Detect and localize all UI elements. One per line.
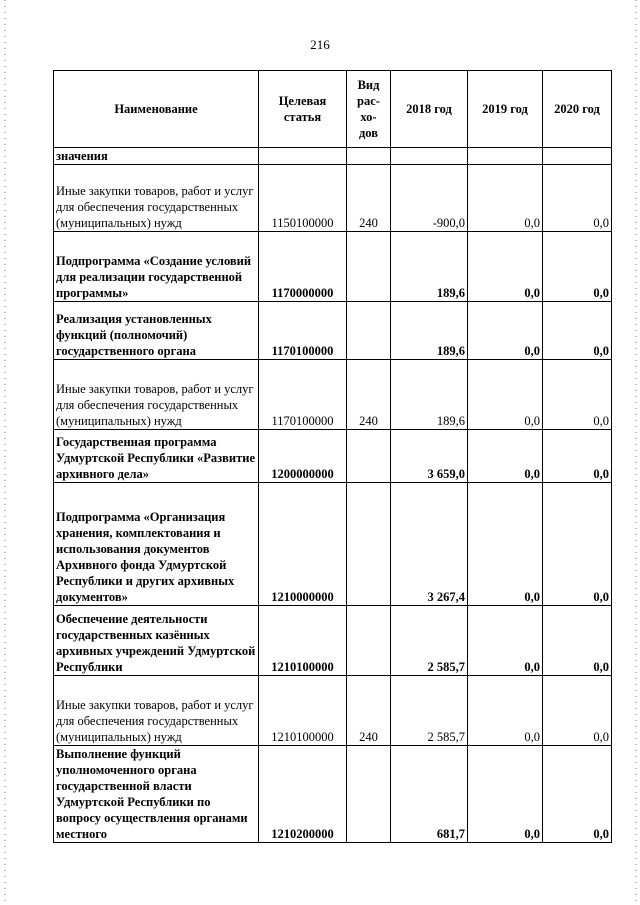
row-2020: 0,0 [543,430,612,483]
row-code: 1210100000 [259,676,347,746]
row-2019: 0,0 [468,232,543,302]
row-2018: 681,7 [391,746,468,843]
row-2020: 0,0 [543,165,612,232]
row-2019: 0,0 [468,430,543,483]
table-row [54,606,612,676]
row-2019: 0,0 [468,606,543,676]
row-name: Иные закупки товаров, работ и услуг для обеспечения государственных (муниципальных) нужд [54,165,259,232]
row-2020: 0,0 [543,302,612,360]
row-2019 [468,148,543,165]
row-2018: -900,0 [391,165,468,232]
row-code: 1170100000 [259,360,347,430]
row-code: 1170000000 [259,232,347,302]
row-code: 1150100000 [259,165,347,232]
row-vid [347,746,391,843]
row-2018: 2 585,7 [391,676,468,746]
row-vid [347,148,391,165]
table-row [54,302,612,360]
header-2019: 2019 год [468,71,543,148]
table-row [54,148,612,165]
row-name: Подпрограмма «Организация хранения, комплектования и использования документов Архивного фонда Удмуртской Республики и других архивных документов» [54,483,259,606]
left-edge-dots [4,0,6,905]
row-code: 1210000000 [259,483,347,606]
row-vid: 240 [347,360,391,430]
row-code: 1210100000 [259,606,347,676]
header-row [54,71,612,148]
row-vid [347,606,391,676]
row-2018: 3 659,0 [391,430,468,483]
row-2019: 0,0 [468,676,543,746]
row-2020: 0,0 [543,232,612,302]
row-vid [347,302,391,360]
header-name: Наименование [54,71,259,148]
row-code: 1210200000 [259,746,347,843]
header-vid: Вид рас-хо-дов [347,71,391,148]
row-2019: 0,0 [468,360,543,430]
row-2019: 0,0 [468,746,543,843]
header-code: Целевая статья [259,71,347,148]
table-row [54,483,612,606]
row-name: Реализация установленных функций (полномочий) государственного органа [54,302,259,360]
row-2019: 0,0 [468,165,543,232]
table-row [54,360,612,430]
row-2018 [391,148,468,165]
row-2020: 0,0 [543,746,612,843]
row-2020: 0,0 [543,360,612,430]
table-row [54,232,612,302]
row-2020: 0,0 [543,606,612,676]
row-vid [347,483,391,606]
row-name: Подпрограмма «Создание условий для реализации государственной программы» [54,232,259,302]
row-2018: 2 585,7 [391,606,468,676]
table-row [54,165,612,232]
row-vid [347,232,391,302]
row-name: значения [54,148,259,165]
row-name: Иные закупки товаров, работ и услуг для обеспечения государственных (муниципальных) нужд [54,360,259,430]
table-row [54,430,612,483]
table-row [54,746,612,843]
row-name: Обеспечение деятельности государственных казённых архивных учреждений Удмуртской Республики [54,606,259,676]
row-2020: 0,0 [543,676,612,746]
row-2020: 0,0 [543,483,612,606]
row-code: 1170100000 [259,302,347,360]
row-code: 1200000000 [259,430,347,483]
budget-table [53,70,612,843]
row-2018: 3 267,4 [391,483,468,606]
row-2018: 189,6 [391,360,468,430]
row-name: Государственная программа Удмуртской Республики «Развитие архивного дела» [54,430,259,483]
row-code [259,148,347,165]
row-name: Выполнение функций уполномоченного органа государственной власти Удмуртской Республики по вопросу осуществления органами местного [54,746,259,843]
row-vid: 240 [347,676,391,746]
row-vid [347,430,391,483]
row-name: Иные закупки товаров, работ и услуг для обеспечения государственных (муниципальных) нужд [54,676,259,746]
row-2018: 189,6 [391,302,468,360]
row-2019: 0,0 [468,483,543,606]
row-2019: 0,0 [468,302,543,360]
table-row [54,676,612,746]
header-2018: 2018 год [391,71,468,148]
header-2020: 2020 год [543,71,612,148]
row-2020 [543,148,612,165]
row-2018: 189,6 [391,232,468,302]
right-edge-dots [635,0,637,905]
row-vid: 240 [347,165,391,232]
page-number: 216 [310,37,330,52]
